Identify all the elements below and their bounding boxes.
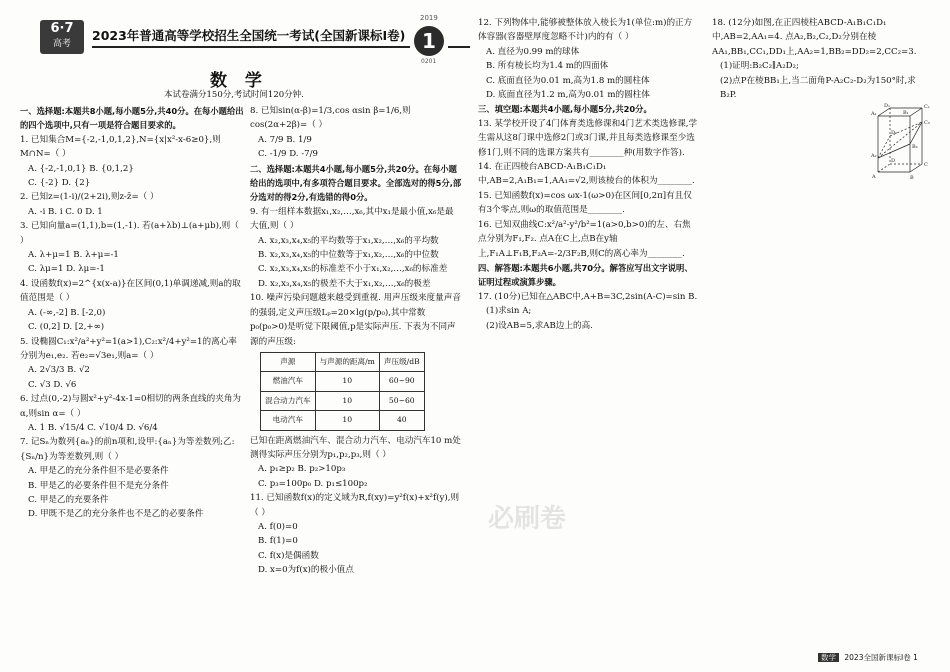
q5-options-ab: A. 2√3/3 B. √2 (28, 365, 90, 376)
table-header: 声压级/dB (379, 352, 424, 371)
table-cell: 燃油汽车 (261, 372, 316, 391)
header-rule-right (448, 46, 470, 48)
q6-options: A. 1 B. √15/4 C. √10/4 D. √6/4 (28, 422, 158, 433)
question-14: 14. 在正四棱台ABCD-A₁B₁C₁D₁中,AB=2,A₁B₁=1,AA₁=√2,则该棱台的体积为________. (478, 162, 695, 187)
prism-figure (870, 102, 932, 182)
table-header: 声源 (261, 352, 316, 371)
q11-option-d: D. x=0为f(x)的极小值点 (258, 565, 354, 576)
table-cell: 混合动力汽车 (261, 391, 316, 410)
q8-options-cd: C. -1/9 D. -7/9 (258, 149, 318, 160)
q8-options-ab: A. 7/9 B. 1/9 (258, 134, 312, 145)
footer-subject-tag: 数学 (818, 653, 839, 662)
footer-text: 2023全国新课标Ⅰ卷 1 (844, 653, 918, 662)
q11-option-c: C. f(x)是偶函数 (258, 550, 319, 561)
label-b: B (910, 175, 914, 181)
exam-note: 本试卷满分150分,考试时间120分钟. (164, 90, 304, 100)
q1-options-ab: A. {-2,-1,0,1} B. {0,1,2} (28, 163, 134, 174)
question-12: 12. 下列物体中,能够被整体放入棱长为1(单位:m)的正方体容器(容器壁厚度忽略不计)内的有（ ） (478, 18, 693, 43)
q9-option-c: C. x₂,x₃,x₄,x₅的标准差不小于x₁,x₂,…,x₆的标准差 (258, 264, 448, 275)
q4-options-cd: C. (0,2] D. [2,+∞) (28, 322, 105, 333)
question-16: 16. 已知双曲线C:x²/a²-y²/b²=1(a>0,b>0)的左、右焦点分别为F₁,F₂. 点A在C上,点B在y轴上,F₁A⊥F₁B,F₂A=-2/3F₂B,则C的离心率为________. (478, 219, 691, 259)
label-c: C (924, 162, 928, 168)
section-1-heading: 一、选择题:本题共8小题,每小题5分,共40分。在每小题给出的四个选项中,只有一项是符合题目要求的。 (20, 106, 244, 131)
label-c1: C₁ (924, 104, 930, 110)
question-7: 7. 记Sₙ为数列{aₙ}的前n项和,设甲:{aₙ}为等差数列;乙:{Sₙ/n}为等差数列,则（ ） (20, 437, 235, 462)
q10-options-ab: A. p₁≥p₂ B. p₂>10p₃ (258, 464, 346, 475)
q4-options-ab: A. (-∞,-2] B. [-2,0) (28, 307, 106, 318)
q7-option-a: A. 甲是乙的充分条件但不是必要条件 (28, 466, 169, 477)
section-4-heading: 四、解答题:本题共6小题,共70分。解答应写出文字说明、证明过程或演算步骤。 (478, 262, 693, 288)
q12-option-a: A. 直径为0.99 m的球体 (486, 46, 580, 57)
q10-options-cd: C. p₃=100p₀ D. p₁≤100p₂ (258, 478, 368, 489)
table-cell: 50~60 (379, 391, 424, 410)
column-3 (478, 16, 698, 333)
question-11: 11. 已知函数f(x)的定义域为R,f(xy)=y²f(x)+x²f(y),则（ ） (250, 493, 460, 518)
q3-options-cd: C. λμ=1 D. λμ=-1 (28, 264, 105, 275)
q11-option-b: B. f(1)=0 (258, 536, 298, 547)
question-9: 9. 有一组样本数据x₁,x₂,…,x₆,其中x₁是最小值,x₆是最大值,则（ ） (250, 206, 454, 232)
table-cell: 60~90 (379, 372, 424, 391)
q18-part-2: (2)点P在棱BB₁上,当二面角P-A₂C₂-D₂为150°时,求B₂P. (720, 75, 916, 101)
table-cell: 电动汽车 (261, 411, 316, 430)
q12-option-b: B. 所有棱长均为1.4 m的四面体 (486, 61, 609, 72)
section-2-heading: 二、选择题:本题共4小题,每小题5分,共20分。在每小题给出的选项中,有多项符合题目要求。全部选对的得5分,部分选对的得2分,有选错的得0分。 (250, 163, 462, 203)
q9-option-a: A. x₂,x₃,x₄,x₅的平均数等于x₁,x₂,…,x₆的平均数 (258, 235, 439, 246)
question-4: 4. 设函数f(x)=2^{x(x-a)}在区间(0,1)单调递减,则a的取值范围是（ ） (20, 278, 241, 304)
q9-option-d: D. x₂,x₃,x₄,x₅的极差不大于x₁,x₂,…,x₆的极差 (258, 278, 431, 289)
question-17: 17. (10分)已知在△ABC中,A+B=3C,2sin(A-C)=sin B. (478, 291, 698, 302)
q7-option-c: C. 甲是乙的充要条件 (28, 494, 109, 505)
badge-top: 6·7 (50, 21, 74, 36)
question-18: 18. (12分)如图,在正四棱柱ABCD-A₁B₁C₁D₁中,AB=2,AA₁=4. 点A₂,B₂,C₂,D₂分别在棱AA₁,BB₁,CC₁,DD₁上,AA₂=1,BB₂=DD₂=2,CC₂=3. (712, 18, 917, 57)
header-rule-left (92, 46, 410, 48)
label-d: D (891, 158, 896, 164)
question-8: 8. 已知sin(α-β)=1/3,cos αsin β=1/6,则cos(2α+2β)=（ ） (250, 106, 411, 131)
paper-number-badge: 1 (414, 26, 444, 56)
series-badge (40, 20, 84, 54)
label-c2: C₂ (924, 120, 930, 126)
q11-option-a: A. f(0)=0 (258, 521, 298, 532)
label-a2: A₂ (871, 153, 877, 159)
q18-part-1: (1)证明:B₂C₂∥A₂D₂; (720, 61, 799, 72)
question-1: 1. 已知集合M={-2,-1,0,1,2},N={x|x²-x-6≥0},则M∩N=（ ） (20, 134, 221, 160)
question-10-continued: 已知在距离燃油汽车、混合动力汽车、电动汽车10 m处测得实际声压分别为p₁,p₂,p₃,则（ ） (250, 435, 461, 460)
q2-options: A. -i B. i C. 0 D. 1 (28, 206, 103, 217)
q17-part-2: (2)设AB=5,求AB边上的高. (486, 320, 593, 331)
label-d2: D₂ (891, 130, 898, 136)
table-header: 与声源的距离/m (315, 352, 379, 371)
question-2: 2. 已知z=(1-i)/(2+2i),则z-z̄=（ ） (20, 192, 159, 203)
paper-code: 0201 (421, 58, 437, 65)
page-footer (818, 652, 918, 663)
q5-options-cd: C. √3 D. √6 (28, 379, 77, 390)
question-5: 5. 设椭圆C₁:x²/a²+y²=1(a>1),C₂:x²/4+y²=1的离心率分别为e₁,e₂. 若e₂=√3e₁,则a=（ ） (20, 336, 237, 361)
label-d1: D₁ (884, 103, 891, 109)
question-15: 15. 已知函数f(x)=cos ωx-1(ω>0)在区间[0,2π]有且仅有3个零点,则ω的取值范围是________. (478, 190, 692, 216)
sound-level-table (260, 352, 425, 431)
q7-option-d: D. 甲既不是乙的充分条件也不是乙的必要条件 (28, 509, 204, 520)
label-b2: B₂ (912, 144, 918, 150)
table-cell: 40 (379, 411, 424, 430)
table-row (261, 411, 425, 430)
table-cell: 10 (315, 411, 379, 430)
column-2 (250, 104, 462, 578)
column-4 (712, 16, 932, 102)
label-a: A (872, 174, 876, 180)
q7-option-b: B. 甲是乙的必要条件但不是充分条件 (28, 480, 169, 491)
table-cell: 10 (315, 372, 379, 391)
subject-title: 数 学 (210, 71, 268, 91)
paper-year: 2019 (420, 14, 438, 22)
label-a1: A₁ (871, 111, 877, 117)
exam-title: 2023年普通高等学校招生全国统一考试(全国新课标Ⅰ卷) (92, 28, 406, 43)
question-13: 13. 某学校开设了4门体育类选修课和4门艺术类选修课,学生需从这8门课中选修2门或3门课,并且每类选修课至少选修1门,则不同的选课方案共有________种(用数字作答). (478, 118, 698, 158)
badge-bottom: 高考 (52, 39, 71, 49)
q9-option-b: B. x₂,x₃,x₄,x₅的中位数等于x₁,x₂,…,x₆的中位数 (258, 250, 439, 261)
q17-part-1: (1)求sin A; (486, 306, 532, 317)
watermark: 必刷卷 (488, 504, 567, 534)
q3-options-ab: A. λ+μ=1 B. λ+μ=-1 (28, 250, 119, 261)
label-b1: B₁ (903, 110, 909, 116)
table-row (261, 391, 425, 410)
q1-options-cd: C. {-2} D. {2} (28, 178, 91, 189)
question-10: 10. 噪声污染问题越来越受到重视. 用声压级来度量声音的强弱,定义声压级Lₚ=20×lg(p/p₀),其中常数p₀(p₀>0)是听觉下限阈值,p是实际声压. 下表为不同声源的声压级: (250, 293, 461, 347)
q12-option-d: D. 底面直径为1.2 m,高为0.01 m的圆柱体 (486, 90, 650, 101)
section-3-heading: 三、填空题:本题共4小题,每小题5分,共20分。 (478, 104, 652, 115)
table-cell: 10 (315, 391, 379, 410)
question-6: 6. 过点(0,-2)与圆x²+y²-4x-1=0相切的两条直线的夹角为α,则sin α=（ ） (20, 394, 242, 419)
column-1 (20, 104, 245, 522)
q12-option-c: C. 底面直径为0.01 m,高为1.8 m的圆柱体 (486, 75, 650, 86)
question-3: 3. 已知向量a=(1,1),b=(1,-1). 若(a+λb)⊥(a+μb),则（ ） (20, 221, 239, 246)
table-row (261, 372, 425, 391)
